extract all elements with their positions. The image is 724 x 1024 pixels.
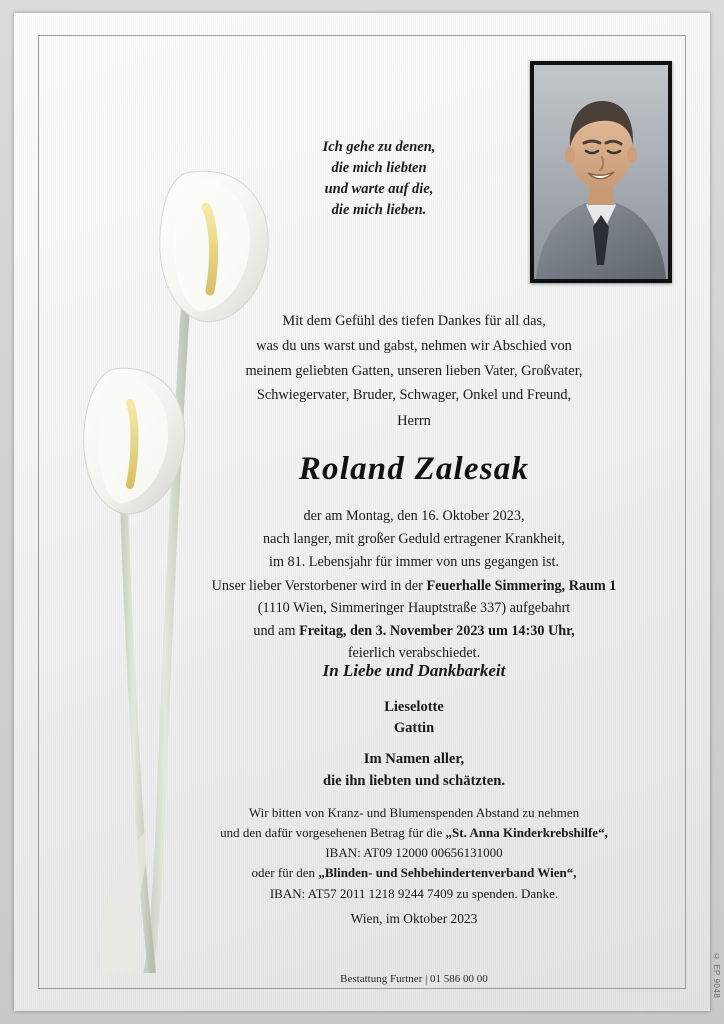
funeral-line-3-text: und am xyxy=(253,622,300,639)
poem-line-1: Ich gehe zu denen, xyxy=(322,139,436,155)
donation-line-2-text: und den dafür vorgesehenen Betrag für die xyxy=(220,825,446,841)
funeral-line-1-text: Unser lieber Verstorbener wird in der xyxy=(211,578,427,594)
on-behalf-text xyxy=(164,749,664,793)
intro-line-1: Mit dem Gefühl des tiefen Dankes für all das, xyxy=(282,313,546,329)
poem-line-3: und warte auf die, xyxy=(324,181,434,198)
donation-line-1: Wir bitten von Kranz- und Blumenspenden Abstand zu nehmen xyxy=(248,805,580,820)
funeral-line-4: feierlich verabschiedet. xyxy=(347,645,481,662)
poem-line-4: die mich lieben. xyxy=(331,202,427,219)
funeral-venue: Feuerhalle Simmering, Raum 1 xyxy=(426,578,617,594)
donation-line-4 xyxy=(154,863,674,883)
memorial-card xyxy=(14,13,710,1011)
donation-notice xyxy=(154,803,674,904)
intro-line-3: meinem geliebten Gatten, unseren lieben Vater, Großvater, xyxy=(245,362,583,379)
place-and-date: Wien, im Oktober 2023 xyxy=(350,911,478,926)
funeral-line-2 xyxy=(154,597,674,619)
intro-paragraph xyxy=(164,309,664,408)
on-behalf-line-1: Im Namen aller, xyxy=(363,751,465,767)
on-behalf-line-2: die ihn liebten und schätzten. xyxy=(322,772,506,789)
donation-line-4-text: oder für den xyxy=(251,865,319,881)
funeral-address: (1110 Wien, Simmeringer Hauptstraße 337) xyxy=(257,600,507,617)
funeral-datetime: Freitag, den 3. November 2023 um 14:30 Uhr, xyxy=(299,622,575,639)
funeral-details xyxy=(154,575,674,665)
print-code: © EP 9048 xyxy=(712,952,721,999)
death-line-2: nach langer, mit großer Geduld ertragener Krankheit, xyxy=(263,531,565,547)
deceased-name: Roland Zalesak xyxy=(298,451,530,487)
death-details xyxy=(164,505,664,574)
funeral-line-3 xyxy=(154,620,674,642)
intro-line-2: was du uns warst und gabst, nehmen wir Abschied von xyxy=(256,337,572,354)
poem-line-2: die mich liebten xyxy=(331,160,427,177)
survivors xyxy=(164,697,664,740)
funeral-line-2-text: aufgebahrt xyxy=(506,600,571,617)
donation-org-1: „St. Anna Kinderkrebshilfe“, xyxy=(445,825,608,841)
portrait-photo-frame xyxy=(530,61,672,283)
donation-line-2 xyxy=(154,823,674,843)
salutation: Herrn xyxy=(397,413,431,429)
death-line-3: im 81. Lebensjahr für immer von uns gegangen ist. xyxy=(269,554,559,570)
tribute-text: In Liebe und Dankbarkeit xyxy=(322,661,506,680)
funeral-line-1 xyxy=(154,575,674,597)
intro-line-4: Schwiegervater, Bruder, Schwager, Onkel und Freund, xyxy=(256,387,572,404)
memorial-poem xyxy=(264,137,494,221)
funeral-home-footer: Bestattung Furtner | 01 586 00 00 xyxy=(340,973,488,985)
donation-org-2: „Blinden- und Sehbehindertenverband Wien“, xyxy=(318,865,577,881)
death-line-1: der am Montag, den 16. Oktober 2023, xyxy=(303,508,525,524)
portrait-photo xyxy=(534,65,668,279)
donation-iban-1: IBAN: AT09 12000 00656131000 xyxy=(325,845,503,861)
survivor-name: Lieselotte xyxy=(384,699,444,715)
donation-iban-2: IBAN: AT57 2011 1218 9244 7409 zu spenden. Danke. xyxy=(269,885,559,901)
survivor-relation: Gattin xyxy=(393,720,435,737)
